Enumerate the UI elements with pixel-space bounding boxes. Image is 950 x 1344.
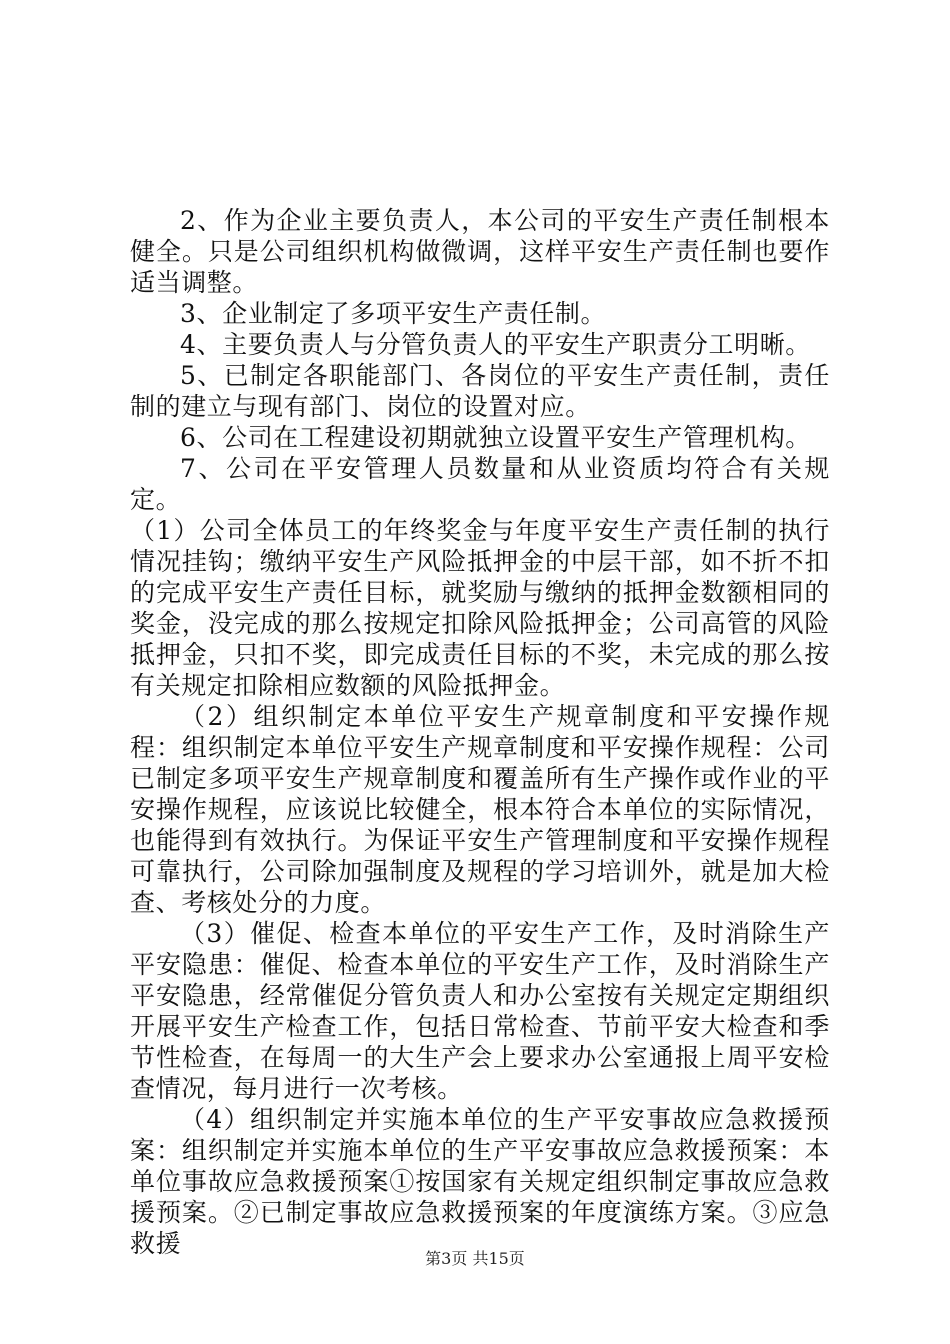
paragraph-subitem-2: （2）组织制定本单位平安生产规章制度和平安操作规程：组织制定本单位平安生产规章制度和平安操作规程：公司已制定多项平安生产规章制度和覆盖所有生产操作或作业的平安操作规程，应该说比较健全，根本符合本单位的实际情况，也能得到有效执行。为保证平安生产管理制度和平安操作规程可靠执行，公司除加强制度及规程的学习培训外，就是加大检查、考核处分的力度。	[130, 702, 830, 917]
page-number-footer: 第3页 共15页	[425, 1249, 525, 1268]
paragraph-subitem-4: （4）组织制定并实施本单位的生产平安事故应急救援预案：组织制定并实施本单位的生产平安事故应急救援预案：本单位事故应急救援预案①按国家有关规定组织制定事故应急救援预案。②已制定事故应急救援预案的年度演练方案。③应急救援	[130, 1105, 830, 1258]
paragraph-item-4: 4、主要负责人与分管负责人的平安生产职责分工明晰。	[180, 330, 811, 359]
paragraph-item-3: 3、企业制定了多项平安生产责任制。	[180, 299, 607, 328]
paragraph-item-5: 5、已制定各职能部门、各岗位的平安生产责任制，责任制的建立与现有部门、岗位的设置对应。	[130, 361, 830, 421]
paragraph-subitem-3: （3）催促、检查本单位的平安生产工作，及时消除生产平安隐患：催促、检查本单位的平安生产工作，及时消除生产平安隐患，经常催促分管负责人和办公室按有关规定定期组织开展平安生产检查工作，包括日常检查、节前平安大检查和季节性检查，在每周一的大生产会上要求办公室通报上周平安检查情况，每月进行一次考核。	[130, 919, 830, 1103]
paragraph-item-2: 2、作为企业主要负责人，本公司的平安生产责任制根本健全。只是公司组织机构做微调，这样平安生产责任制也要作适当调整。	[130, 206, 830, 297]
document-body	[130, 205, 830, 1259]
paragraph-item-7: 7、公司在平安管理人员数量和从业资质均符合有关规定。	[130, 454, 830, 514]
paragraph-subitem-1: （1）公司全体员工的年终奖金与年度平安生产责任制的执行情况挂钩；缴纳平安生产风险抵押金的中层干部，如不折不扣的完成平安生产责任目标，就奖励与缴纳的抵押金数额相同的奖金，没完成的那么按规定扣除风险抵押金；公司高管的风险抵押金，只扣不奖，即完成责任目标的不奖，未完成的那么按有关规定扣除相应数额的风险抵押金。	[130, 516, 830, 700]
paragraph-item-6: 6、公司在工程建设初期就独立设置平安生产管理机构。	[180, 423, 811, 452]
